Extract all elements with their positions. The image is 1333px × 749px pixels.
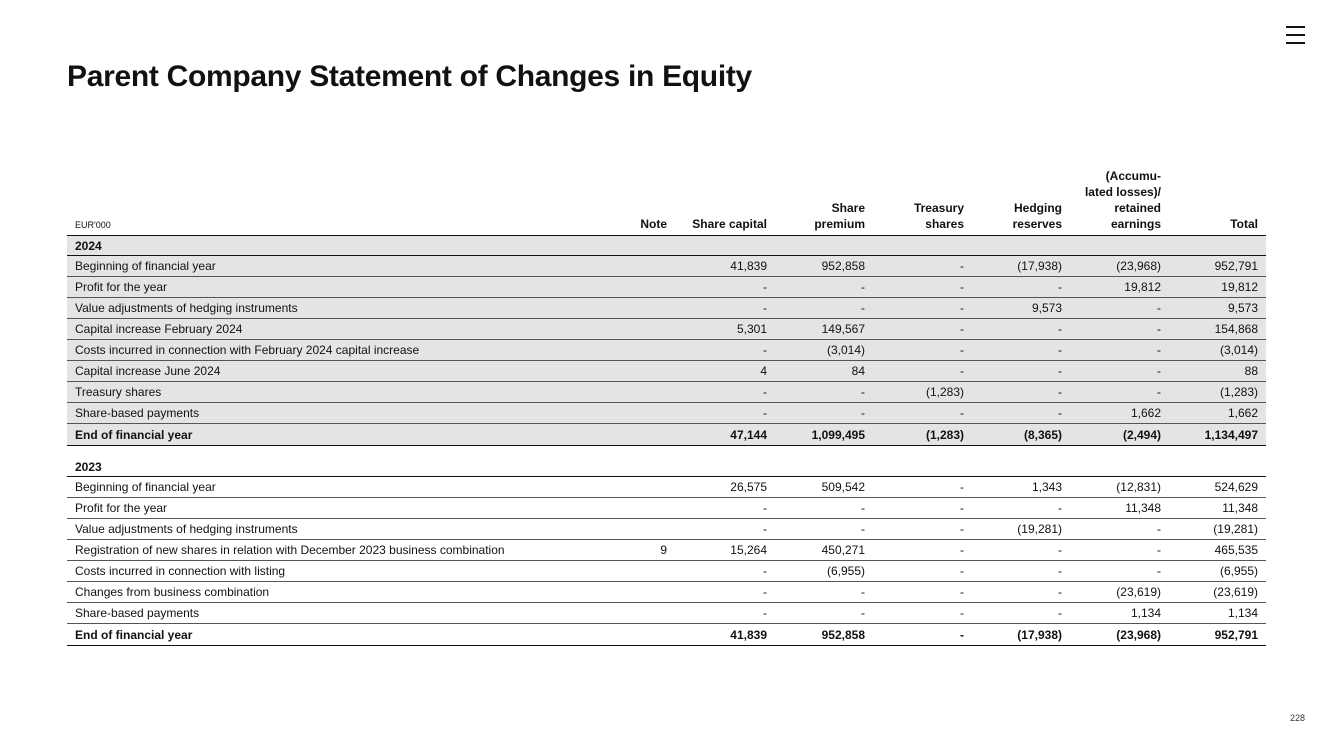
table-row — [67, 340, 1266, 361]
cell-row-label: Profit for the year — [67, 277, 628, 298]
cell-share-capital: - — [675, 298, 775, 319]
cell-note — [628, 382, 675, 403]
cell-note — [628, 519, 675, 540]
cell-row-label: Changes from business combination — [67, 582, 628, 603]
cell-row-label: Profit for the year — [67, 498, 628, 519]
cell-row-label: Treasury shares — [67, 382, 628, 403]
table-row — [67, 582, 1266, 603]
cell-share-premium: (3,014) — [775, 340, 873, 361]
cell-total: (1,283) — [1169, 382, 1266, 403]
cell-row-label: Capital increase February 2024 — [67, 319, 628, 340]
cell-total: 524,629 — [1169, 477, 1266, 498]
cell-retained-earnings: - — [1070, 319, 1169, 340]
cell-retained-earnings: 11,348 — [1070, 498, 1169, 519]
cell-share-capital: 26,575 — [675, 477, 775, 498]
cell-row-label: Value adjustments of hedging instruments — [67, 298, 628, 319]
cell-row-label: Value adjustments of hedging instruments — [67, 519, 628, 540]
table-row — [67, 603, 1266, 624]
cell-share-premium: - — [775, 498, 873, 519]
cell-share-premium: - — [775, 582, 873, 603]
year-label: 2024 — [67, 236, 1266, 256]
table-row — [67, 498, 1266, 519]
cell-total: 88 — [1169, 361, 1266, 382]
cell-hedging-reserves: - — [972, 582, 1070, 603]
section-spacer — [67, 446, 1266, 458]
cell-total: (19,281) — [1169, 519, 1266, 540]
equity-table — [67, 168, 1266, 646]
cell-note — [628, 624, 675, 646]
cell-retained-earnings: - — [1070, 361, 1169, 382]
cell-share-premium: - — [775, 298, 873, 319]
table-row — [67, 403, 1266, 424]
cell-note — [628, 561, 675, 582]
cell-hedging-reserves: - — [972, 561, 1070, 582]
cell-hedging-reserves: (19,281) — [972, 519, 1070, 540]
cell-share-premium: 84 — [775, 361, 873, 382]
cell-share-premium: - — [775, 382, 873, 403]
cell-share-capital: - — [675, 403, 775, 424]
cell-share-capital: 47,144 — [675, 424, 775, 446]
cell-retained-earnings: - — [1070, 382, 1169, 403]
total-row — [67, 424, 1266, 446]
header-share-capital: Share capital — [675, 168, 775, 236]
cell-note — [628, 319, 675, 340]
year-label: 2023 — [67, 457, 1266, 477]
cell-share-premium: 149,567 — [775, 319, 873, 340]
cell-note — [628, 498, 675, 519]
cell-treasury-shares: - — [873, 361, 972, 382]
cell-treasury-shares: - — [873, 603, 972, 624]
spacer-cell — [67, 446, 1266, 458]
cell-total: 952,791 — [1169, 256, 1266, 277]
total-row — [67, 624, 1266, 646]
cell-share-capital: 5,301 — [675, 319, 775, 340]
cell-treasury-shares: - — [873, 256, 972, 277]
cell-note — [628, 277, 675, 298]
cell-retained-earnings: - — [1070, 298, 1169, 319]
cell-share-premium: 450,271 — [775, 540, 873, 561]
cell-share-capital: - — [675, 277, 775, 298]
cell-retained-earnings: (23,619) — [1070, 582, 1169, 603]
cell-hedging-reserves: 9,573 — [972, 298, 1070, 319]
cell-row-label: Beginning of financial year — [67, 256, 628, 277]
cell-treasury-shares: - — [873, 403, 972, 424]
year-row — [67, 457, 1266, 477]
cell-retained-earnings: (12,831) — [1070, 477, 1169, 498]
cell-share-premium: 1,099,495 — [775, 424, 873, 446]
cell-retained-earnings: - — [1070, 561, 1169, 582]
cell-treasury-shares: (1,283) — [873, 382, 972, 403]
cell-note — [628, 256, 675, 277]
table-row — [67, 477, 1266, 498]
cell-hedging-reserves: - — [972, 340, 1070, 361]
cell-note — [628, 340, 675, 361]
cell-row-label: Capital increase June 2024 — [67, 361, 628, 382]
cell-hedging-reserves: - — [972, 498, 1070, 519]
cell-treasury-shares: - — [873, 277, 972, 298]
cell-treasury-shares: - — [873, 340, 972, 361]
header-treasury-shares: Treasury shares — [873, 168, 972, 236]
cell-share-capital: 4 — [675, 361, 775, 382]
cell-share-premium: (6,955) — [775, 561, 873, 582]
cell-note — [628, 603, 675, 624]
cell-treasury-shares: - — [873, 519, 972, 540]
cell-hedging-reserves: - — [972, 277, 1070, 298]
header-currency-unit: EUR'000 — [67, 168, 628, 236]
cell-total: 19,812 — [1169, 277, 1266, 298]
cell-total: (6,955) — [1169, 561, 1266, 582]
cell-retained-earnings: 19,812 — [1070, 277, 1169, 298]
cell-treasury-shares: - — [873, 319, 972, 340]
cell-retained-earnings: - — [1070, 340, 1169, 361]
cell-total: 952,791 — [1169, 624, 1266, 646]
cell-hedging-reserves: - — [972, 361, 1070, 382]
cell-share-premium: - — [775, 277, 873, 298]
cell-hedging-reserves: - — [972, 319, 1070, 340]
cell-hedging-reserves: - — [972, 540, 1070, 561]
table-row — [67, 319, 1266, 340]
cell-note — [628, 298, 675, 319]
cell-total: (23,619) — [1169, 582, 1266, 603]
cell-row-label: End of financial year — [67, 624, 628, 646]
cell-retained-earnings: 1,134 — [1070, 603, 1169, 624]
cell-row-label: Costs incurred in connection with listing — [67, 561, 628, 582]
cell-treasury-shares: - — [873, 540, 972, 561]
cell-treasury-shares: - — [873, 561, 972, 582]
cell-share-capital: - — [675, 582, 775, 603]
cell-row-label: Costs incurred in connection with February 2024 capital increase — [67, 340, 628, 361]
cell-hedging-reserves: - — [972, 403, 1070, 424]
table-row — [67, 277, 1266, 298]
table-row — [67, 561, 1266, 582]
cell-total: 1,134 — [1169, 603, 1266, 624]
cell-total: 1,662 — [1169, 403, 1266, 424]
table-row — [67, 361, 1266, 382]
cell-treasury-shares: - — [873, 477, 972, 498]
cell-hedging-reserves: (8,365) — [972, 424, 1070, 446]
cell-share-capital: - — [675, 340, 775, 361]
cell-share-premium: - — [775, 519, 873, 540]
cell-retained-earnings: - — [1070, 519, 1169, 540]
page-number: 228 — [1290, 713, 1306, 723]
cell-treasury-shares: - — [873, 498, 972, 519]
table-row — [67, 256, 1266, 277]
cell-row-label: End of financial year — [67, 424, 628, 446]
cell-row-label: Registration of new shares in relation with December 2023 business combination — [67, 540, 628, 561]
cell-hedging-reserves: - — [972, 382, 1070, 403]
cell-hedging-reserves: (17,938) — [972, 256, 1070, 277]
cell-hedging-reserves: (17,938) — [972, 624, 1070, 646]
cell-total: 9,573 — [1169, 298, 1266, 319]
header-note: Note — [628, 168, 675, 236]
cell-total: 11,348 — [1169, 498, 1266, 519]
cell-total: 1,134,497 — [1169, 424, 1266, 446]
header-retained-earnings: (Accumu- lated losses)/ retained earnings — [1070, 168, 1169, 236]
cell-share-capital: - — [675, 498, 775, 519]
cell-note: 9 — [628, 540, 675, 561]
cell-share-capital: 41,839 — [675, 256, 775, 277]
cell-share-premium: 952,858 — [775, 256, 873, 277]
cell-share-premium: - — [775, 603, 873, 624]
cell-row-label: Share-based payments — [67, 403, 628, 424]
cell-note — [628, 477, 675, 498]
cell-row-label: Share-based payments — [67, 603, 628, 624]
table-row — [67, 540, 1266, 561]
table-row — [67, 519, 1266, 540]
cell-share-premium: 509,542 — [775, 477, 873, 498]
cell-share-capital: 15,264 — [675, 540, 775, 561]
cell-total: (3,014) — [1169, 340, 1266, 361]
cell-share-capital: - — [675, 382, 775, 403]
cell-retained-earnings: (23,968) — [1070, 624, 1169, 646]
cell-retained-earnings: (23,968) — [1070, 256, 1169, 277]
cell-hedging-reserves: - — [972, 603, 1070, 624]
cell-retained-earnings: - — [1070, 540, 1169, 561]
cell-share-capital: - — [675, 561, 775, 582]
table-row — [67, 298, 1266, 319]
hamburger-menu-icon[interactable] — [1286, 26, 1305, 46]
cell-share-capital: 41,839 — [675, 624, 775, 646]
header-share-premium: Share premium — [775, 168, 873, 236]
cell-note — [628, 403, 675, 424]
header-total: Total — [1169, 168, 1266, 236]
page-title: Parent Company Statement of Changes in Equity — [67, 60, 752, 93]
cell-treasury-shares: (1,283) — [873, 424, 972, 446]
cell-total: 154,868 — [1169, 319, 1266, 340]
cell-hedging-reserves: 1,343 — [972, 477, 1070, 498]
cell-share-premium: 952,858 — [775, 624, 873, 646]
cell-retained-earnings: (2,494) — [1070, 424, 1169, 446]
cell-share-premium: - — [775, 403, 873, 424]
cell-share-capital: - — [675, 519, 775, 540]
cell-share-capital: - — [675, 603, 775, 624]
cell-retained-earnings: 1,662 — [1070, 403, 1169, 424]
cell-note — [628, 361, 675, 382]
cell-note — [628, 424, 675, 446]
cell-note — [628, 582, 675, 603]
year-row — [67, 236, 1266, 256]
cell-treasury-shares: - — [873, 298, 972, 319]
cell-treasury-shares: - — [873, 624, 972, 646]
cell-row-label: Beginning of financial year — [67, 477, 628, 498]
table-row — [67, 382, 1266, 403]
table-header-row — [67, 168, 1266, 236]
cell-treasury-shares: - — [873, 582, 972, 603]
cell-total: 465,535 — [1169, 540, 1266, 561]
header-hedging-reserves: Hedging reserves — [972, 168, 1070, 236]
